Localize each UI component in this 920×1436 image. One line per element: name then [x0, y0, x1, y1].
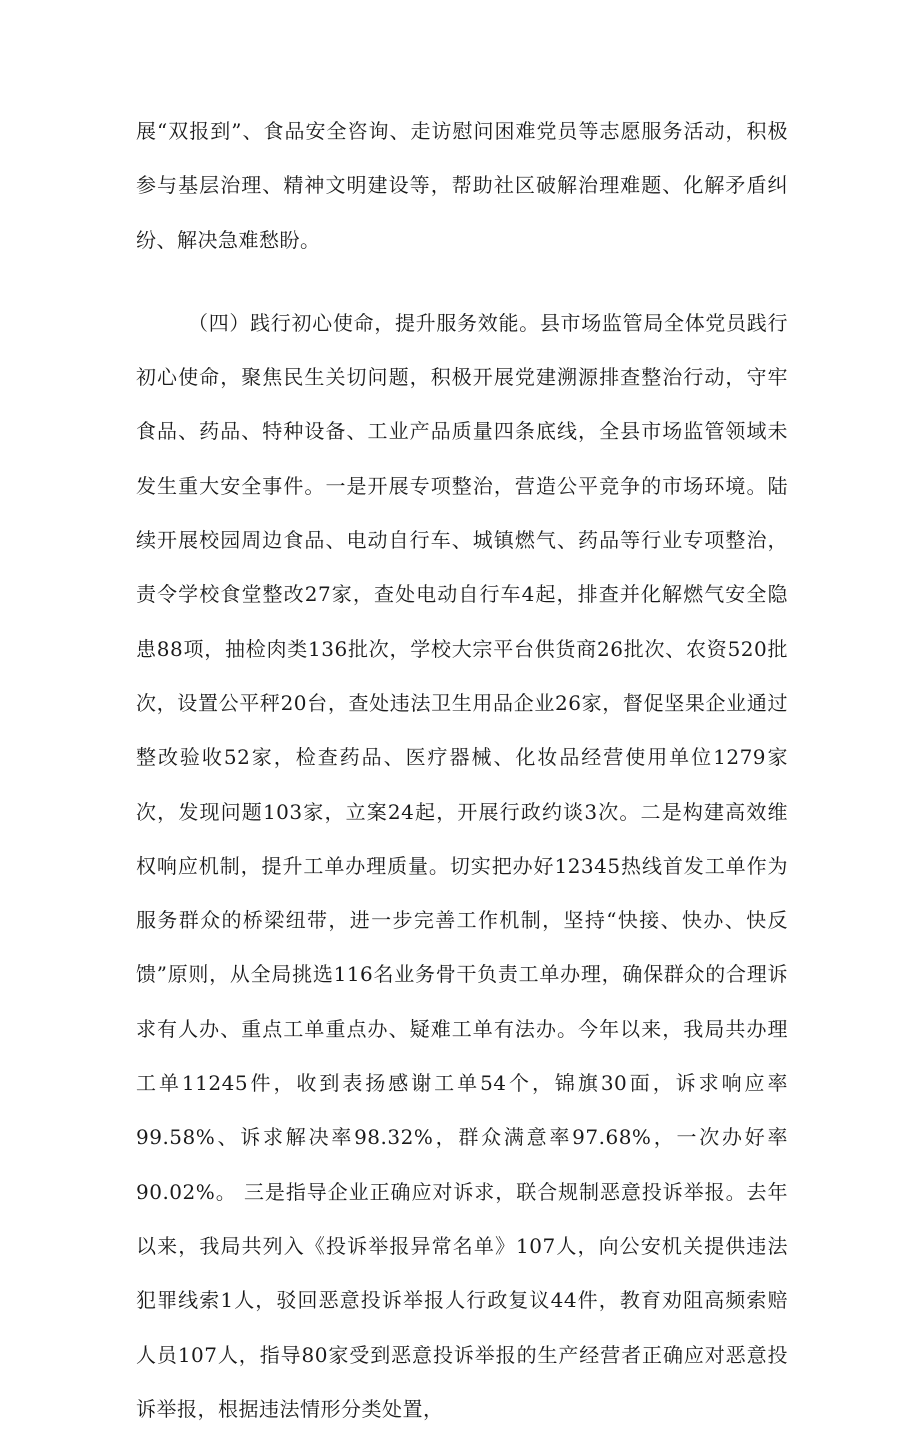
paragraph-service-efficiency: （四）践行初心使命，提升服务效能。县市场监管局全体党员践行初心使命，聚焦民生关切问题，积极开展党建溯源排查整治行动，守牢食品、药品、特种设备、工业产品质量四条底线，全县市场监管领域未发生重大安全事件。一是开展专项整治，营造公平竞争的市场环境。陆续开展校园周边食品、电动自行车、城镇燃气、药品等行业专项整治，责令学校食堂整改27家，查处电动自行车4起，排查并化解燃气安全隐患88项，抽检肉类136批次，学校大宗平台供货商26批次、农资520批次，设置公平秤20台，查处违法卫生用品企业26家，督促坚果企业通过整改验收52家，检查药品、医疗器械、化妆品经营使用单位1279家次，发现问题103家，立案24起，开展行政约谈3次。二是构建高效维权响应机制，提升工单办理质量。切实把办好12345热线首发工单作为服务群众的桥梁纽带，进一步完善工作机制，坚持“快接、快办、快反馈”原则，从全局挑选116名业务骨干负责工单办理，确保群众的合理诉求有人办、重点工单重点办、疑难工单有法办。今年以来，我局共办理工单11245件，收到表扬感谢工单54个，锦旗30面，诉求响应率99.58%、诉求解决率98.32%，群众满意率97.68%，一次办好率90.02%。 三是指导企业正确应对诉求，联合规制恶意投诉举报。去年以来，我局共列入《投诉举报异常名单》107人，向公安机关提供违法犯罪线索1人，驳回恶意投诉举报人行政复议44件，教育劝阻高频索赔人员107人，指导80家受到恶意投诉举报的生产经营者正确应对恶意投诉举报，根据违法情形分类处置， [136, 310, 788, 1421]
paragraph-volunteer-activities: 展“双报到”、食品安全咨询、走访慰问困难党员等志愿服务活动，积极参与基层治理、精神文明建设等，帮助社区破解治理难题、化解矛盾纠纷、解决急难愁盼。 [136, 119, 788, 252]
document-page [136, 104, 788, 1436]
